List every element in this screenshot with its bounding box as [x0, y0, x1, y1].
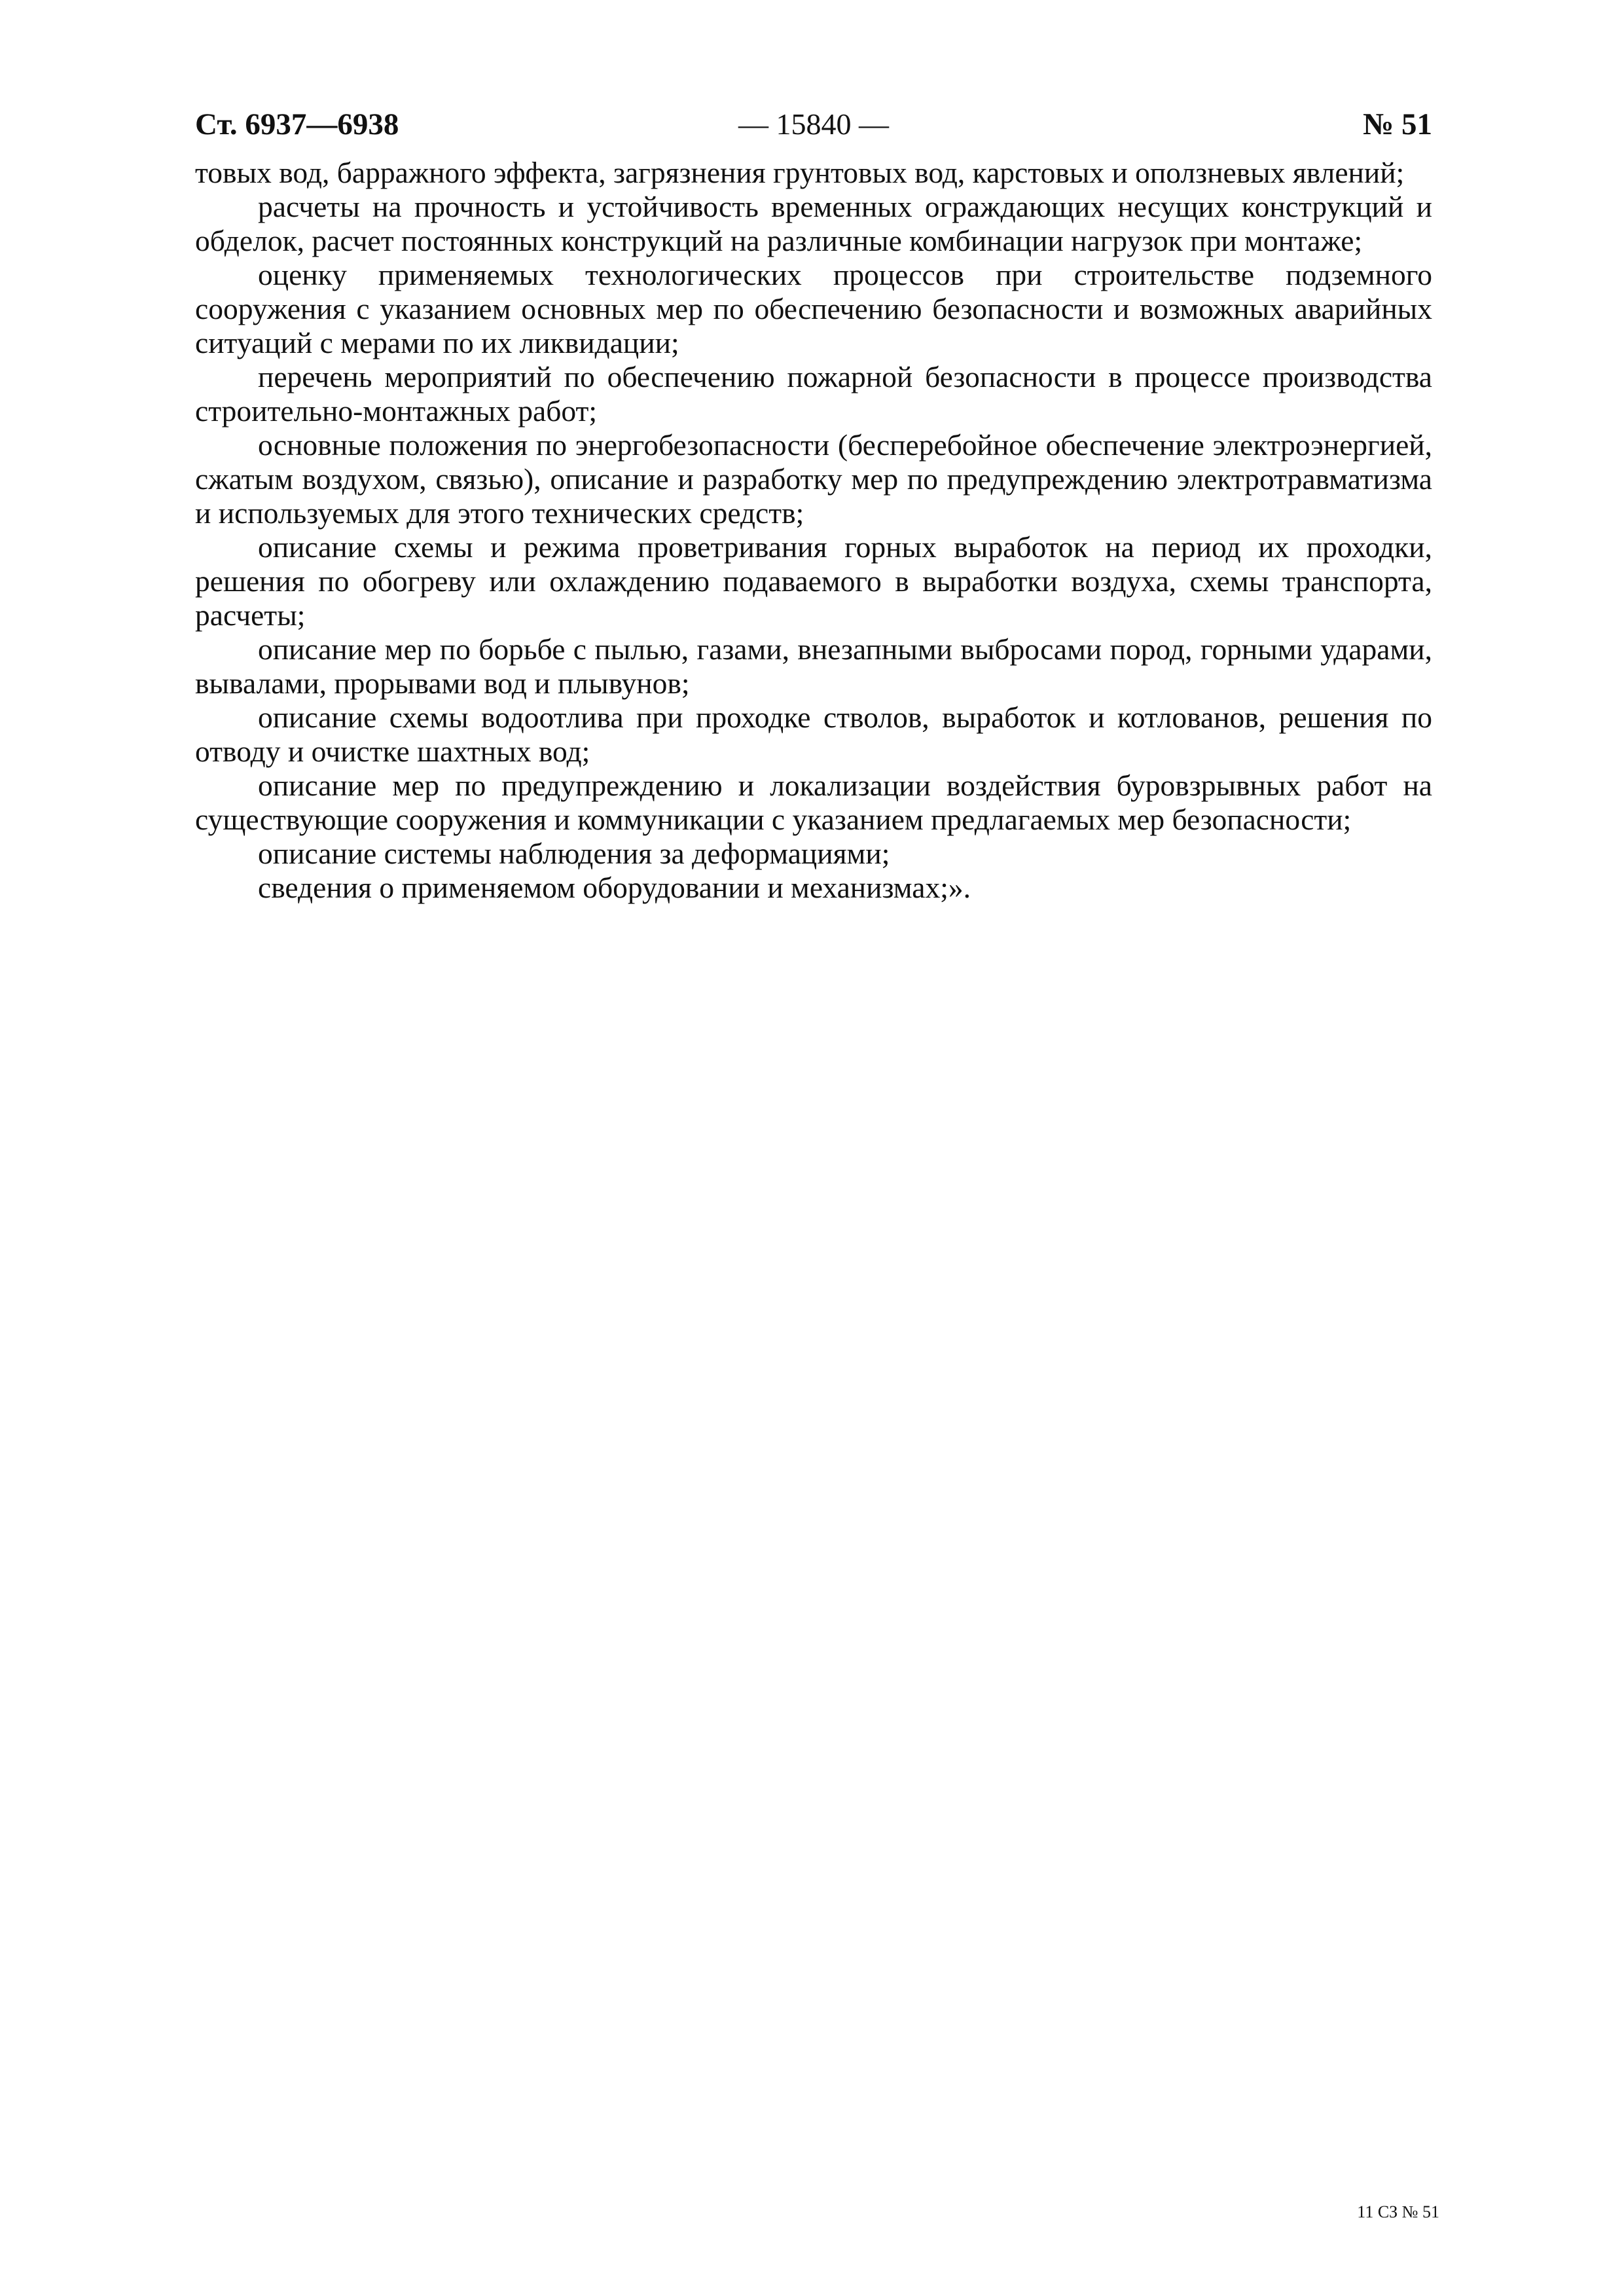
paragraph: перечень мероприятий по обеспечению пожарной безопасности в процессе производства строительно-монтажных работ; — [195, 360, 1432, 428]
document-body — [195, 156, 1432, 905]
paragraph: основные положения по энергобезопасности (бесперебойное обеспечение электроэнергией, сжатым воздухом, связью), описание и разработку мер по предупреждению электротравматизма и используемых для этого технических средств; — [195, 428, 1432, 530]
paragraph: описание мер по предупреждению и локализации воздействия буровзрывных работ на существующие сооружения и коммуникации с указанием предлагаемых мер безопасности; — [195, 769, 1432, 836]
column-reference: Ст. 6937—6938 — [195, 107, 399, 141]
issue-number: № 51 — [1363, 107, 1432, 141]
paragraph: описание схемы и режима проветривания горных выработок на период их проходки, решения по обогреву или охлаждению подаваемого в выработки воздуха, схемы транспорта, расчеты; — [195, 530, 1432, 632]
paragraph: сведения о применяемом оборудовании и механизмах;». — [258, 871, 971, 904]
paragraph: оценку применяемых технологических процессов при строительстве подземного сооружения с указанием основных мер по обеспечению безопасности и возможных аварийных ситуаций с мерами по их ликвидации; — [195, 258, 1432, 359]
paragraph: товых вод, барражного эффекта, загрязнения грунтовых вод, карстовых и оползневых явлений; — [195, 156, 1405, 189]
page-number: — 15840 — — [738, 107, 889, 141]
paragraph: расчеты на прочность и устойчивость временных ограждающих несущих конструкций и обделок, расчет постоянных конструкций на различные комбинации нагрузок при монтаже; — [195, 190, 1432, 257]
paragraph: описание мер по борьбе с пылью, газами, внезапными выбросами пород, горными ударами, вывалами, прорывами вод и плывунов; — [195, 632, 1432, 700]
paragraph: описание системы наблюдения за деформациями; — [258, 837, 890, 870]
page-header — [195, 98, 1432, 151]
page-footer: 11 СЗ № 51 — [1357, 2202, 1439, 2221]
paragraph: описание схемы водоотлива при проходке стволов, выработок и котлованов, решения по отводу и очистке шахтных вод; — [195, 701, 1432, 768]
